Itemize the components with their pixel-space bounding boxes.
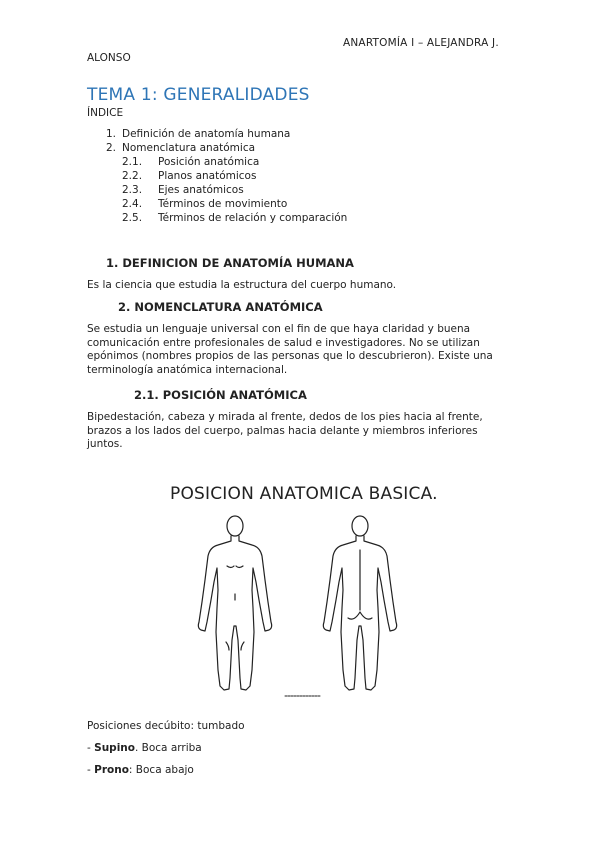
toc-item-2[interactable] — [106, 142, 255, 154]
position-term: Supino — [94, 742, 135, 754]
page-header-left: ALONSO — [87, 52, 131, 64]
toc-label: Términos de movimiento — [158, 198, 288, 210]
position-description: : Boca abajo — [128, 764, 194, 776]
toc-number: 2.5. — [122, 212, 143, 224]
page-header-right: ANARTOMÍA I – ALEJANDRA J. — [343, 37, 499, 49]
toc-number: 2.3. — [122, 184, 143, 196]
toc-subitem-2-5[interactable] — [122, 212, 347, 224]
section-2-1-heading: 2.1. POSICIÓN ANATÓMICA — [134, 388, 307, 402]
toc-label: Ejes anatómicos — [158, 184, 244, 196]
position-description: . Boca arriba — [134, 742, 202, 754]
toc-label: Planos anatómicos — [158, 170, 257, 182]
toc-label: Posición anatómica — [158, 156, 260, 168]
position-prono — [87, 764, 194, 776]
position-supino — [87, 742, 202, 754]
toc-item-1[interactable] — [106, 128, 290, 140]
body-front-figure — [198, 516, 271, 690]
toc-number: 2. — [106, 142, 117, 154]
toc-number: 1. — [106, 128, 117, 140]
list-bullet: - — [87, 742, 95, 754]
toc-subitem-2-3[interactable] — [122, 184, 244, 196]
toc-number: 2.4. — [122, 198, 143, 210]
toc-label: Nomenclatura anatómica — [122, 142, 256, 154]
position-term: Prono — [94, 764, 129, 776]
page-title: TEMA 1: GENERALIDADES — [87, 85, 310, 105]
toc-subitem-2-1[interactable] — [122, 156, 259, 168]
toc-subitem-2-4[interactable] — [122, 198, 287, 210]
section-2-1-text: Bipedestación, cabeza y mirada al frente, dedos de los pies hacia al frente, brazos a los lados del cuerpo, palmas hacia delante y miembros inferiores juntos. — [87, 411, 483, 450]
toc-subitem-2-2[interactable] — [122, 170, 256, 182]
index-label: ÍNDICE — [87, 107, 124, 119]
list-bullet: - — [87, 764, 95, 776]
toc-number: 2.2. — [122, 170, 143, 182]
section-1-text: Es la ciencia que estudia la estructura del cuerpo humano. — [87, 279, 397, 291]
section-2-heading: 2. NOMENCLATURA ANATÓMICA — [118, 300, 323, 314]
toc-number: 2.1. — [122, 156, 143, 168]
section-2-text: Se estudia un lenguaje universal con el fin de que haya claridad y buena comunicación entre profesionales de salud e investigadores. No se utilizan epónimos (nombres propios de las personas que lo descubrieron). Existe una terminología anatómica internacional. — [87, 323, 493, 376]
section-1-heading: 1. DEFINICION DE ANATOMÍA HUMANA — [106, 256, 354, 270]
toc-label: Definición de anatomía humana — [122, 128, 291, 140]
positions-intro: Posiciones decúbito: tumbado — [87, 720, 245, 732]
anatomical-position-figure — [150, 510, 450, 700]
figure-title: POSICION ANATOMICA BASICA. — [170, 484, 438, 504]
body-back-figure — [323, 516, 396, 690]
toc-label: Términos de relación y comparación — [158, 212, 348, 224]
